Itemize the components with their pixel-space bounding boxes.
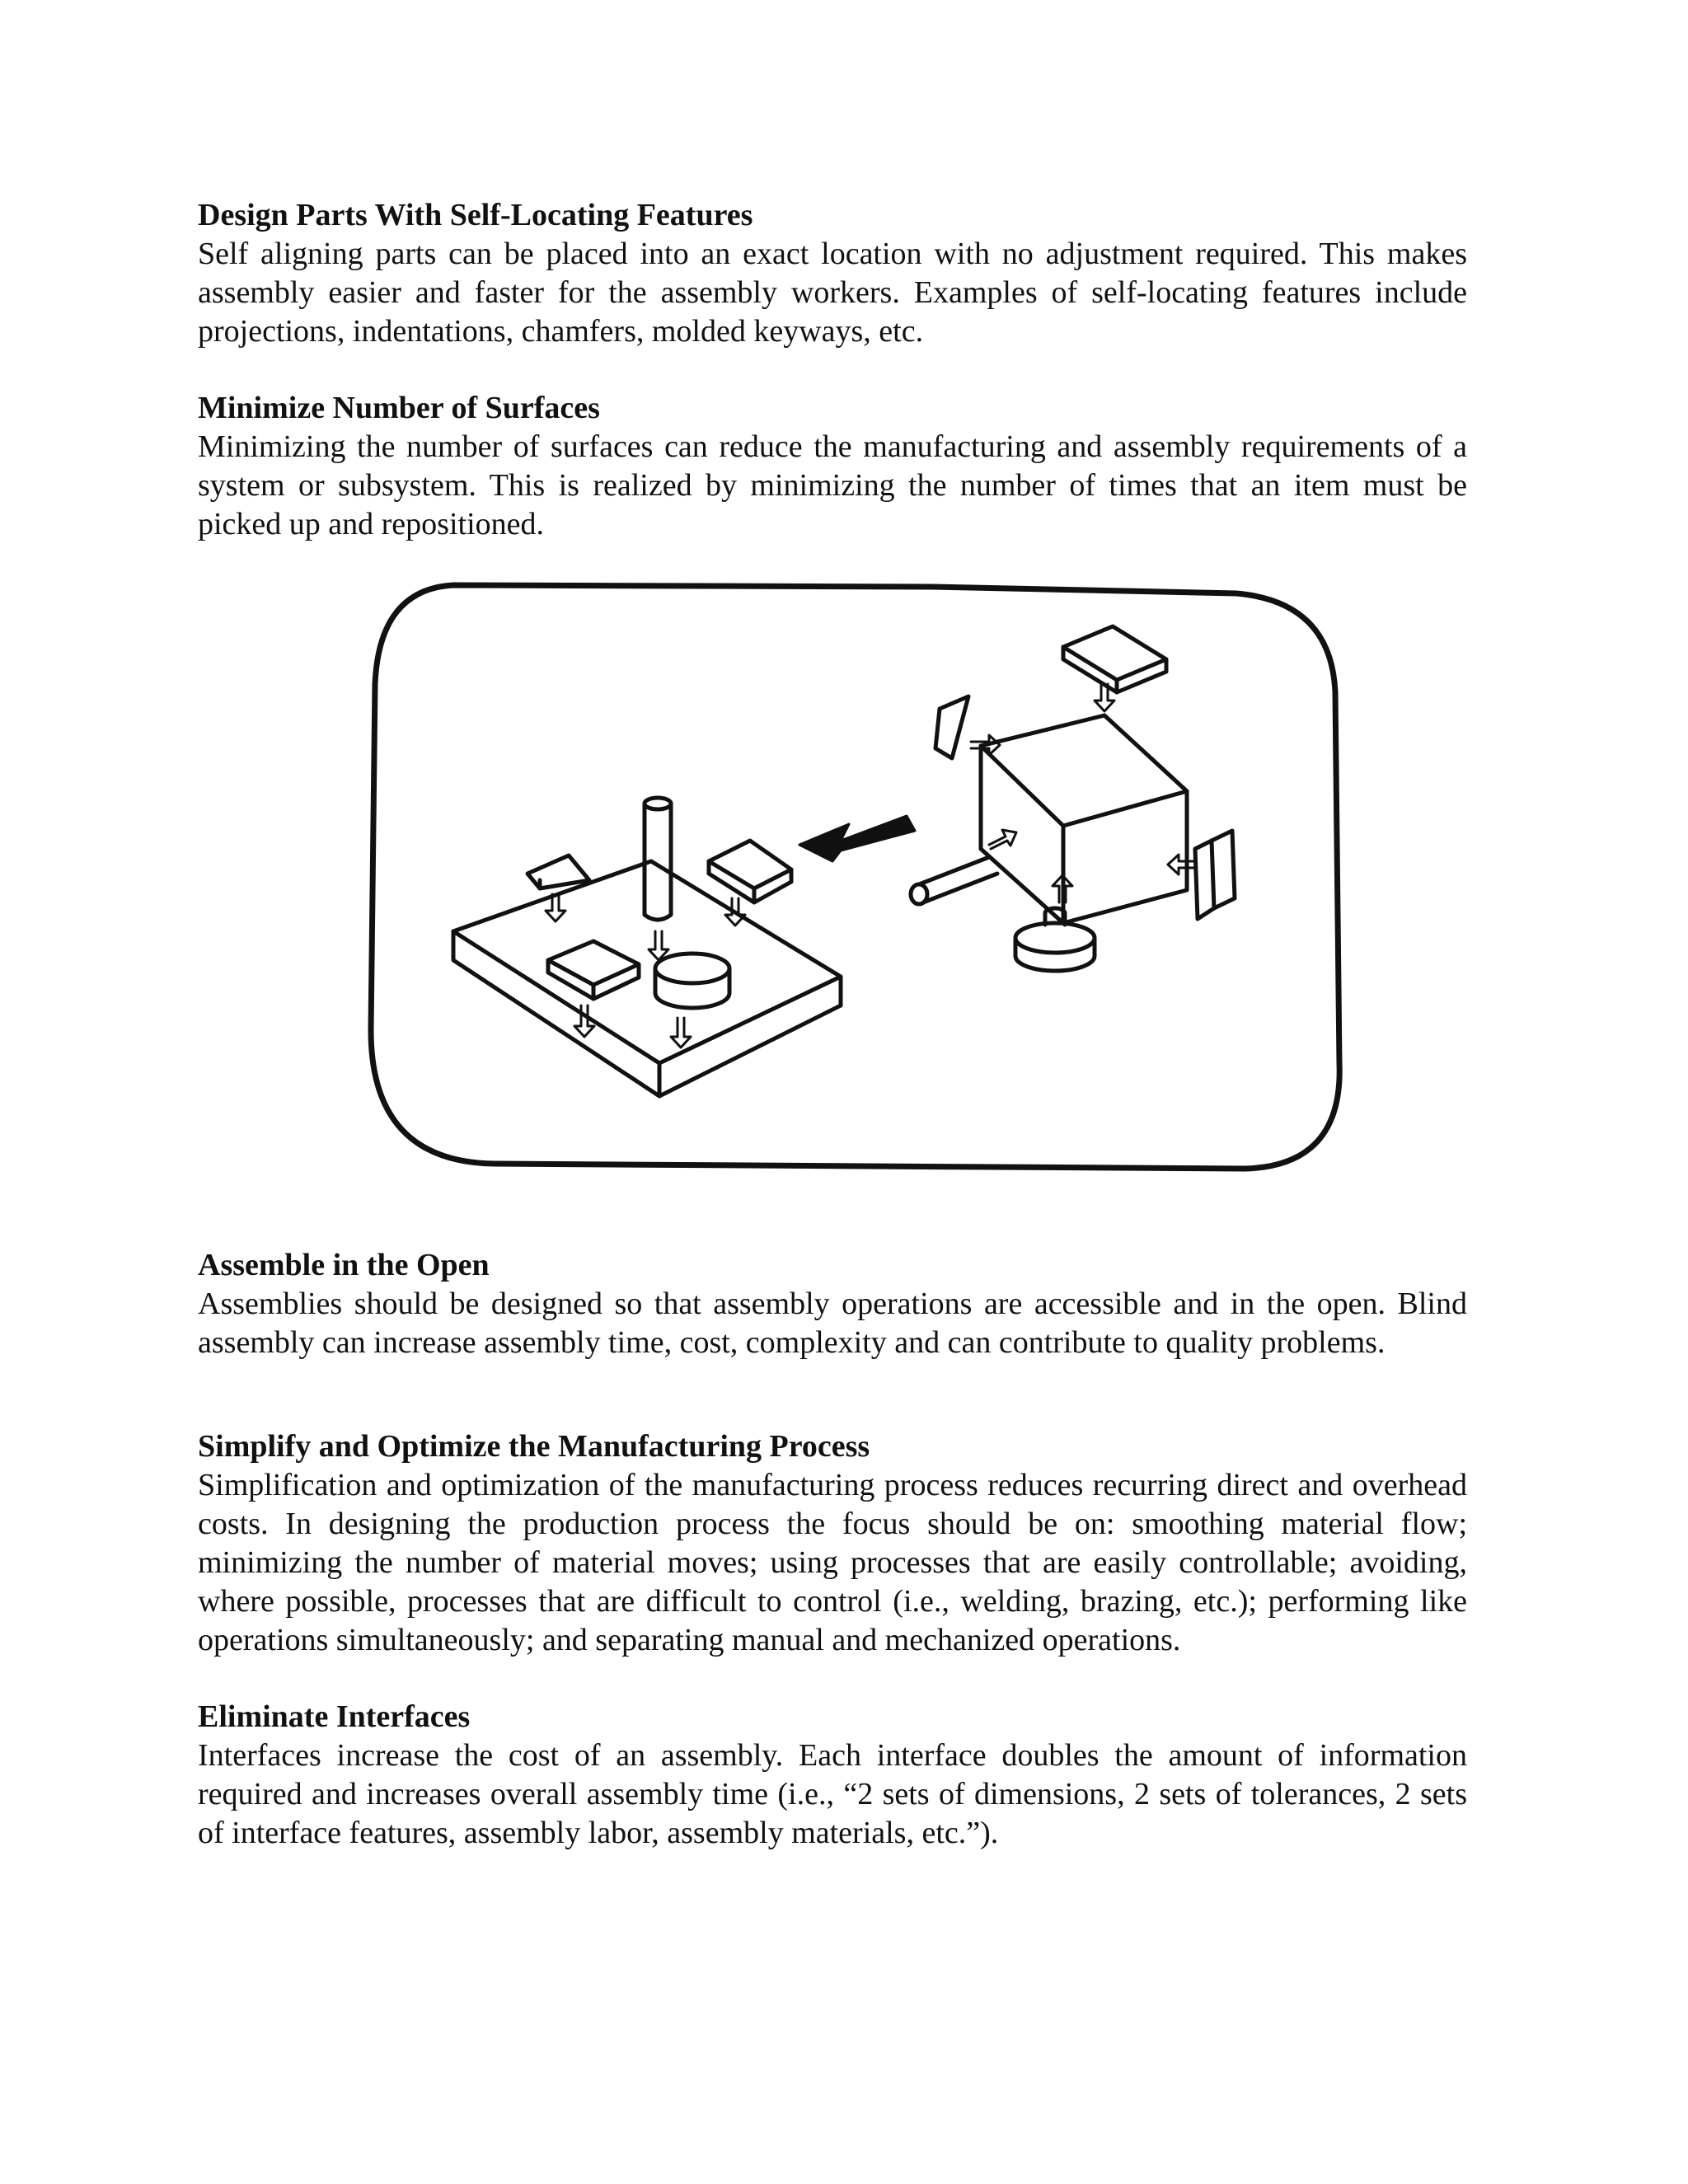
section-eliminate-interfaces [198, 1698, 1467, 1853]
section-body: Assemblies should be designed so that assembly operations are accessible and in the open. Blind assembly can increase assembly time, cost, complexity and can contribute to quality problems. [198, 1286, 1467, 1360]
assembly-illustration [354, 569, 1360, 1179]
section-assemble-open [198, 1246, 1467, 1362]
section-body: Minimizing the number of surfaces can reduce the manufacturing and assembly requirements of a system or subsystem. This is realized by minimizing the number of times that an item must be picked up and repositioned. [198, 429, 1467, 541]
section-minimize-surfaces [198, 389, 1467, 544]
wedge-part [528, 855, 589, 888]
rod-part [911, 857, 997, 904]
section-self-locating-features [198, 196, 1467, 351]
section-body: Simplification and optimization of the manufacturing process reduces recurring direct and overhead costs. In designing the production process the focus should be on: smoothing material flow; minimizing the number of material moves; using processes that are easily controllable; avoiding, where possible, processes that are difficult to control (i.e., welding, brazing, etc.); performing like operations simultaneously; and separating manual and mechanized operations. [198, 1468, 1467, 1657]
side-wedge-part [935, 696, 968, 758]
angled-block-part [709, 841, 791, 902]
base-plate [453, 861, 841, 1096]
section-heading: Design Parts With Self-Locating Features [198, 198, 753, 232]
assembly-sketch-svg [354, 569, 1360, 1179]
section-heading: Simplify and Optimize the Manufacturing Process [198, 1429, 870, 1464]
section-simplify-process [198, 1427, 1467, 1660]
section-heading: Assemble in the Open [198, 1248, 490, 1282]
section-body: Interfaces increase the cost of an assembly. Each interface doubles the amount of information required and increases overall assembly time (i.e., “2 sets of dimensions, 2 sets of tolerances, 2 sets of interface features, assembly labor, assembly materials, etc.”). [198, 1738, 1467, 1850]
section-body: Self aligning parts can be placed into an exact location with no adjustment required. This makes assembly easier and faster for the assembly workers. Examples of self-locating features include projections, indentations, chamfers, molded keyways, etc. [198, 237, 1467, 349]
transition-arrow [799, 816, 915, 861]
side-block-part [1195, 831, 1235, 919]
housing-box [981, 715, 1187, 923]
section-heading: Eliminate Interfaces [198, 1699, 471, 1734]
lid-part [1063, 626, 1166, 692]
section-heading: Minimize Number of Surfaces [198, 391, 600, 425]
